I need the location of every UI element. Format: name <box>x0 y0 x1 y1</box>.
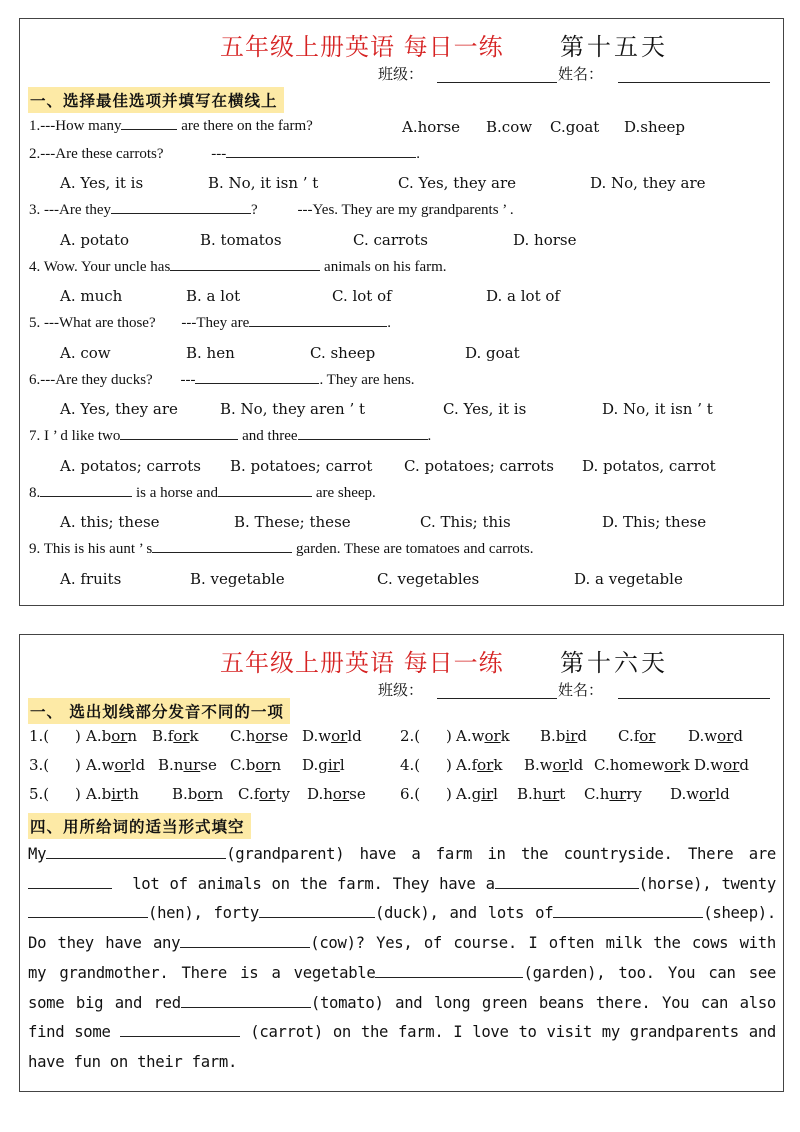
option: C. sheep <box>310 344 376 362</box>
section-heading: 四、用所给词的适当形式填空 <box>28 813 251 839</box>
passage-text: and red <box>114 993 181 1012</box>
passage-text: My <box>28 845 47 863</box>
option: C. carrots <box>353 231 428 249</box>
question-text: 5. ---What are those? <box>29 315 156 331</box>
option: A. potatos; carrots <box>60 457 201 475</box>
phonics-option: C.forty <box>238 785 290 803</box>
answer-blank[interactable] <box>259 916 375 918</box>
question-2 <box>29 146 420 163</box>
question-5 <box>29 315 391 332</box>
question-text: and three <box>242 428 298 444</box>
passage-text: (grandparent) have a farm in the countryside. There are <box>226 845 776 863</box>
answer-blank[interactable] <box>298 438 428 440</box>
answer-blank[interactable] <box>40 495 132 497</box>
answer-blank[interactable] <box>180 946 310 948</box>
question-text: 8. <box>29 485 41 501</box>
phonics-option: B.nurse <box>158 756 217 774</box>
question-text: are sheep. <box>315 485 376 501</box>
class-field[interactable] <box>437 82 557 83</box>
question-text: 3. ---Are they <box>29 202 112 218</box>
name-label: 姓名： <box>558 65 604 83</box>
option: C. Yes, they are <box>398 174 516 192</box>
underlined-letters: or <box>114 756 131 774</box>
phonics-option: D.world <box>670 785 730 803</box>
phonics-option: A.work <box>456 727 510 745</box>
passage-text: grandmother. There is a vegetable <box>59 963 376 982</box>
option: C. potatoes; carrots <box>404 457 554 475</box>
question-text: . <box>387 315 391 331</box>
title-main: 五年级上册英语 每日一练 <box>220 649 504 677</box>
passage-text: (sheep). Do <box>28 904 776 953</box>
option: B. a lot <box>186 287 241 305</box>
option: A. cow <box>60 344 111 362</box>
phonics-option: D.girl <box>302 756 345 774</box>
phonics-option: D.world <box>302 727 362 745</box>
option: B. hen <box>186 344 235 362</box>
phonics-option: A.girl <box>456 785 498 803</box>
underlined-letters: ir <box>565 727 578 745</box>
answer-slot[interactable] <box>422 785 442 803</box>
underlined-letters: or <box>639 727 656 745</box>
question-4 <box>29 259 447 276</box>
answer-blank[interactable] <box>121 128 177 130</box>
option: B. No, they aren ’ t <box>220 400 366 418</box>
phonics-question-number: 2.( <box>400 727 421 745</box>
phonics-option: B.fork <box>152 727 199 745</box>
passage-text: (horse), twenty <box>638 874 776 893</box>
underlined-letters: or <box>259 785 276 803</box>
answer-slot[interactable] <box>422 756 442 774</box>
question-text: --- <box>211 146 227 162</box>
phonics-option: B.hurt <box>517 785 566 803</box>
answer-blank[interactable] <box>249 325 387 327</box>
phonics-option: B.bird <box>540 727 587 745</box>
passage-text: their farm. <box>137 1052 238 1071</box>
passage-text: (hen), forty <box>148 904 259 923</box>
question-text: --- <box>180 372 196 388</box>
phonics-question-number: 4.( <box>400 756 421 774</box>
phonics-option: D.horse <box>307 785 366 803</box>
underlined-letters: ur <box>542 785 560 803</box>
answer-blank[interactable] <box>152 551 292 553</box>
phonics-question-number: 1.( <box>29 727 50 745</box>
answer-blank[interactable] <box>375 976 523 978</box>
phonics-option: C.born <box>230 756 282 774</box>
phonics-paren: ) <box>75 785 81 803</box>
option: B.cow <box>486 118 533 136</box>
name-label: 姓名： <box>558 681 604 699</box>
name-row <box>20 63 783 87</box>
phonics-question-number: 5.( <box>29 785 50 803</box>
option: B. vegetable <box>190 570 285 588</box>
underlined-letters: or <box>111 727 128 745</box>
question-text: . <box>416 146 421 162</box>
option: D. goat <box>465 344 520 362</box>
answer-blank[interactable] <box>181 1006 311 1008</box>
passage-text: (tomato) and long green beans there. You can also find some <box>28 993 776 1042</box>
answer-slot[interactable] <box>51 727 71 745</box>
phonics-option: A.birth <box>86 785 139 803</box>
phonics-option: A.world <box>86 756 146 774</box>
option: D. No, it isn ’ t <box>602 400 713 418</box>
underlined-letters: ur <box>609 785 627 803</box>
option: C. vegetables <box>377 570 480 588</box>
underlined-letters: or <box>197 785 214 803</box>
phonics-option: B.world <box>524 756 584 774</box>
class-field[interactable] <box>437 698 557 699</box>
option: D. horse <box>513 231 577 249</box>
option: B. These; these <box>234 513 351 531</box>
phonics-option: D.word <box>688 727 743 745</box>
answer-slot[interactable] <box>51 756 71 774</box>
phonics-option: C.horse <box>230 727 289 745</box>
option: B. tomatos <box>200 231 282 249</box>
phonics-option: B.born <box>172 785 224 803</box>
answer-blank[interactable] <box>195 382 319 384</box>
underlined-letters: or <box>664 756 681 774</box>
answer-blank[interactable] <box>111 212 251 214</box>
option: C. Yes, it is <box>443 400 527 418</box>
passage-text: (cow)? Yes, of course. I often milk the cows with my <box>28 934 776 982</box>
question-7 <box>29 428 431 445</box>
passage-text: they have any <box>57 934 181 953</box>
question-text: ---They are <box>181 315 250 331</box>
phonics-paren: ) <box>75 727 81 745</box>
phonics-option: A.fork <box>456 756 503 774</box>
question-6 <box>29 372 415 389</box>
phonics-option: D.word <box>694 756 749 774</box>
option: C.goat <box>550 118 600 136</box>
option: C. This; this <box>420 513 511 531</box>
option: A. fruits <box>60 570 122 588</box>
question-1 <box>29 118 313 135</box>
answer-blank[interactable] <box>120 1035 240 1037</box>
phonics-question-number: 6.( <box>400 785 421 803</box>
underlined-letters: or <box>255 727 272 745</box>
passage-text: lot of animals on the farm. They have a <box>132 874 495 893</box>
answer-blank[interactable] <box>28 887 112 889</box>
section-heading: 一、 选出划线部分发音不同的一项 <box>28 698 290 724</box>
underlined-letters: or <box>477 756 494 774</box>
name-field[interactable] <box>618 82 770 83</box>
phonics-option: C.for <box>618 727 656 745</box>
question-text: 4. Wow. Your uncle has <box>29 259 171 275</box>
fill-in-passage <box>28 840 776 1078</box>
phonics-question-number: 3.( <box>29 756 50 774</box>
underlined-letters: or <box>552 756 569 774</box>
option: C. lot of <box>332 287 392 305</box>
option: A. Yes, it is <box>60 174 144 192</box>
underlined-letters: or <box>484 727 501 745</box>
phonics-option: A.born <box>86 727 138 745</box>
underlined-letters: ir <box>111 785 124 803</box>
option: A. Yes, they are <box>60 400 178 418</box>
question-text: is a horse and <box>136 485 219 501</box>
answer-slot[interactable] <box>51 785 71 803</box>
passage-text: (carrot) on the farm. I love to visit my grandparents and have fun on <box>28 1023 776 1071</box>
answer-blank[interactable] <box>46 857 226 859</box>
option: D. This; these <box>602 513 707 531</box>
passage-text: (garden), too. You can see some big <box>28 963 777 1012</box>
option: A. much <box>60 287 123 305</box>
phonics-paren: ) <box>446 756 452 774</box>
phonics-paren: ) <box>446 785 452 803</box>
question-text: 7. I ’ d like two <box>29 428 121 444</box>
underlined-letters: or <box>723 756 740 774</box>
option: D. potatos, carrot <box>582 457 716 475</box>
underlined-letters: ur <box>183 756 201 774</box>
question-3 <box>29 202 514 219</box>
question-8 <box>29 485 376 502</box>
class-label: 班级： <box>378 65 424 83</box>
question-text: 1.---How many <box>29 118 122 134</box>
underlined-letters: or <box>699 785 716 803</box>
title-day: 第十五天 <box>560 33 668 61</box>
underlined-letters: or <box>717 727 734 745</box>
answer-blank[interactable] <box>553 916 703 918</box>
underlined-letters: or <box>255 756 272 774</box>
answer-blank[interactable] <box>170 269 320 271</box>
question-text: ---Yes. They are my grandparents ’ . <box>297 202 514 218</box>
question-text: garden. These are tomatoes and carrots. <box>295 541 534 557</box>
phonics-option: C.homework <box>594 756 690 774</box>
underlined-letters: or <box>173 727 190 745</box>
question-text: 2.---Are these carrots? <box>29 146 164 162</box>
option: A. this; these <box>60 513 160 531</box>
title-day: 第十六天 <box>560 649 668 677</box>
underlined-letters: ir <box>481 785 494 803</box>
question-text: animals on his farm. <box>324 259 447 275</box>
class-label: 班级： <box>378 681 424 699</box>
worksheet-day-16 <box>19 634 784 1092</box>
question-text: ? <box>251 202 258 218</box>
underlined-letters: or <box>331 727 348 745</box>
question-text: 9. This is his aunt ’ s <box>29 541 153 557</box>
question-text: . <box>427 428 432 444</box>
worksheet-day-15 <box>19 18 784 606</box>
option: D. a vegetable <box>574 570 683 588</box>
answer-blank[interactable] <box>218 495 312 497</box>
sheet-title <box>20 27 783 61</box>
option: A. potato <box>60 231 130 249</box>
answer-blank[interactable] <box>28 916 148 918</box>
answer-blank[interactable] <box>226 156 416 158</box>
option: D.sheep <box>624 118 685 136</box>
phonics-option: C.hurry <box>584 785 642 803</box>
phonics-paren: ) <box>75 756 81 774</box>
title-main: 五年级上册英语 每日一练 <box>220 33 504 61</box>
answer-blank[interactable] <box>495 887 639 889</box>
question-9 <box>29 541 534 558</box>
sheet-title <box>20 643 783 677</box>
name-field[interactable] <box>618 698 770 699</box>
question-text: 6.---Are they ducks? <box>29 372 153 388</box>
question-text: are there on the farm? <box>181 118 313 134</box>
option: B. No, it isn ’ t <box>208 174 319 192</box>
section-heading: 一、选择最佳选项并填写在横线上 <box>28 87 284 113</box>
answer-blank[interactable] <box>120 438 238 440</box>
underlined-letters: or <box>332 785 350 803</box>
option: A.horse <box>402 118 461 136</box>
answer-slot[interactable] <box>422 727 442 745</box>
underlined-letters: ir <box>327 756 340 774</box>
phonics-paren: ) <box>446 727 452 745</box>
option: B. potatoes; carrot <box>230 457 373 475</box>
passage-text: (duck), and lots of <box>374 904 554 923</box>
option: D. No, they are <box>590 174 706 192</box>
option: D. a lot of <box>486 287 560 305</box>
question-text: . They are hens. <box>319 372 415 388</box>
